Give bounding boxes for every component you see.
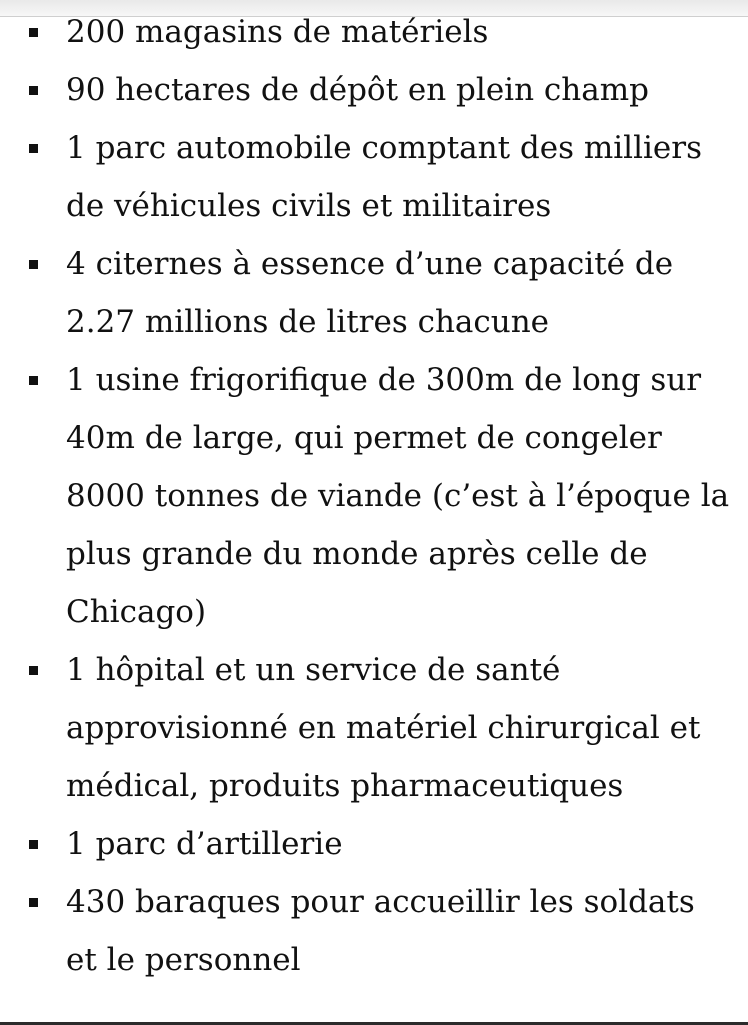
list-item [0, 119, 748, 235]
list-item [0, 3, 748, 61]
square-bullet-icon [29, 86, 38, 95]
list-item-text: 1 parc d’artillerie [66, 826, 343, 862]
list-item-text: 1 parc automobile comptant des milliers de véhicules civils et militaires [66, 130, 702, 224]
list-item [0, 641, 748, 815]
square-bullet-icon [29, 666, 38, 675]
list-item-text: 200 magasins de matériels [66, 14, 489, 50]
list-item-text: 430 baraques pour accueillir les soldats et le personnel [66, 884, 695, 978]
list-item-text: 1 hôpital et un service de santé approvisionné en matériel chirurgical et médical, produits pharmaceutiques [66, 652, 701, 804]
square-bullet-icon [29, 144, 38, 153]
list-item [0, 235, 748, 351]
list-item-text: 4 citernes à essence d’une capacité de 2.27 millions de litres chacune [66, 246, 674, 340]
list-item [0, 815, 748, 873]
list-item [0, 873, 748, 989]
square-bullet-icon [29, 28, 38, 37]
list-item [0, 61, 748, 119]
list-item-text: 90 hectares de dépôt en plein champ [66, 72, 649, 108]
square-bullet-icon [29, 376, 38, 385]
square-bullet-icon [29, 260, 38, 269]
square-bullet-icon [29, 898, 38, 907]
list-item-text: 1 usine frigorifique de 300m de long sur 40m de large, qui permet de congeler 8000 tonnes de viande (c’est à l’époque la plus grande du monde après celle de Chicago) [66, 362, 730, 630]
facilities-bullet-list [0, 3, 748, 989]
square-bullet-icon [29, 840, 38, 849]
list-item [0, 351, 748, 641]
